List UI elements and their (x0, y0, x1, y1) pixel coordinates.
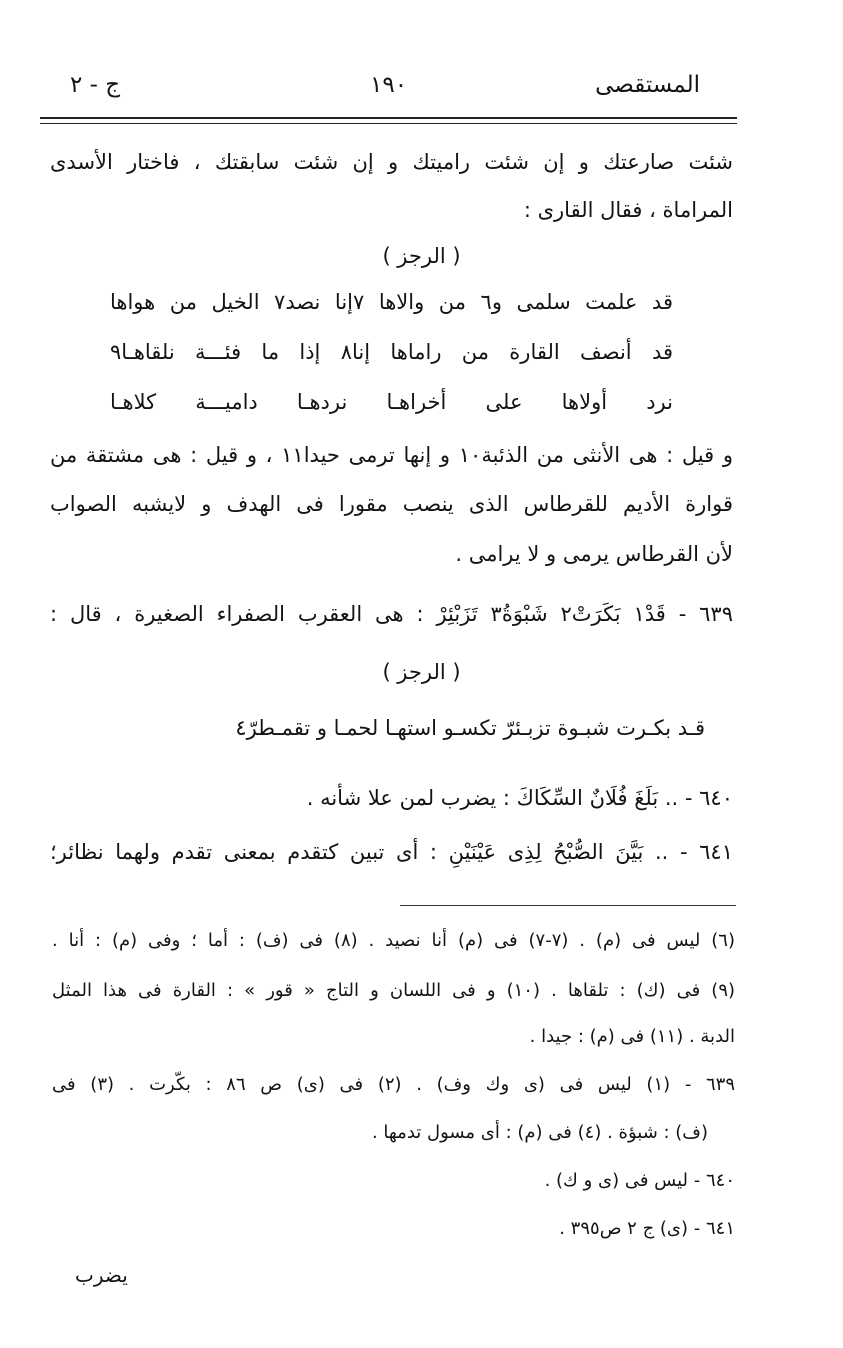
entry-641: ٦٤١ - .. بَيَّنَ الصُّبْحُ لِذِى عَيْنَيْنِ : أى تبين كتقدم بمعنى تقدم ولهما نظائر؛ (50, 840, 733, 864)
verse-line (110, 290, 673, 314)
footnote-line: (٩) فى (ك) : تلقاها . (١٠) و فى اللسان و التاج « قور » : القارة فى هذا المثل (52, 980, 736, 1001)
body-line: المراماة ، فقال القارى : (523, 198, 733, 222)
verse-line: قـد بكـرت شبـوة تزبـئرّ تكسـو استهـا لحمـا و تقمـطرّ٤ (235, 716, 705, 740)
verse-hemistich: نردهـا داميـــة كلاهـا (110, 390, 348, 414)
meter-label: ( الرجز ) (382, 660, 461, 684)
body-line: و قيل : هى الأنثى من الذئبة١٠ و إنها ترمى حيدا١١ ، و قيل : هى مشتقة من (50, 443, 733, 467)
verse-hemistich: ٧إنا نصد٧ الخيل من هواها (110, 290, 365, 314)
footnote-line: ٦٤١ - (ى) ج ٢ ص٣٩٥ . (559, 1218, 735, 1239)
footnote-line: ٦٤٠ - ليس فى (ى و ك) . (544, 1170, 735, 1191)
footnote-line: (ف) : شبؤة . (٤) فى (م) : أى مسول تدمها . (371, 1122, 708, 1143)
catchword: يضرب (75, 1263, 128, 1287)
volume-label: ج - ٢ (70, 72, 121, 98)
body-line: قوارة الأديم للقرطاس الذى ينصب مقورا فى الهدف و لايشبه الصواب (50, 492, 733, 516)
meter-label: ( الرجز ) (382, 244, 461, 268)
verse-line (110, 390, 673, 414)
header-rule-thin (40, 123, 737, 124)
verse-line (110, 340, 673, 364)
footnote-line: ٦٣٩ - (١) ليس فى (ى وك وف) . (٢) فى (ى) ص ٨٦ : بكّرت . (٣) فى (52, 1074, 735, 1095)
footnote-line: (٦) ليس فى (م) . (٧-٧) فى (م) أنا نصيد . (٨) فى (ف) : أما ؛ وفى (م) : أنا . (52, 930, 735, 951)
page-number: ١٩٠ (370, 72, 408, 98)
running-title: المستقصى (595, 72, 700, 98)
body-line: لأن القرطاس يرمى و لا يرامى . (455, 542, 733, 566)
entry-640: ٦٤٠ - .. بَلَغَ فُلَانٌ السِّكَاكَ : يضرب لمن علا شأنه . (306, 786, 733, 810)
header-rule (40, 117, 737, 119)
verse-hemistich: قد علمت سلمى و٦ من والاها (378, 290, 673, 314)
verse-hemistich: قد أنصف القارة من راماها (390, 340, 674, 364)
entry-639: ٦٣٩ - قَدْ١ بَكَرَتْ٢ شَبْوَةُ٣ تَزَبْئِرْ : هى العقرب الصفراء الصغيرة ، قال : (50, 602, 733, 626)
footnote-rule (400, 905, 736, 906)
footnote-line: الدبة . (١١) فى (م) : جيدا . (529, 1026, 735, 1047)
verse-hemistich: نرد أولاها على أخراهـا (386, 390, 673, 414)
verse-hemistich: إنا٨ إذا ما فئـــة نلقاهـا٩ (110, 340, 371, 364)
body-line: شئت صارعتك و إن شئت راميتك و إن شئت سابقتك ، فاختار الأسدى (50, 150, 733, 174)
